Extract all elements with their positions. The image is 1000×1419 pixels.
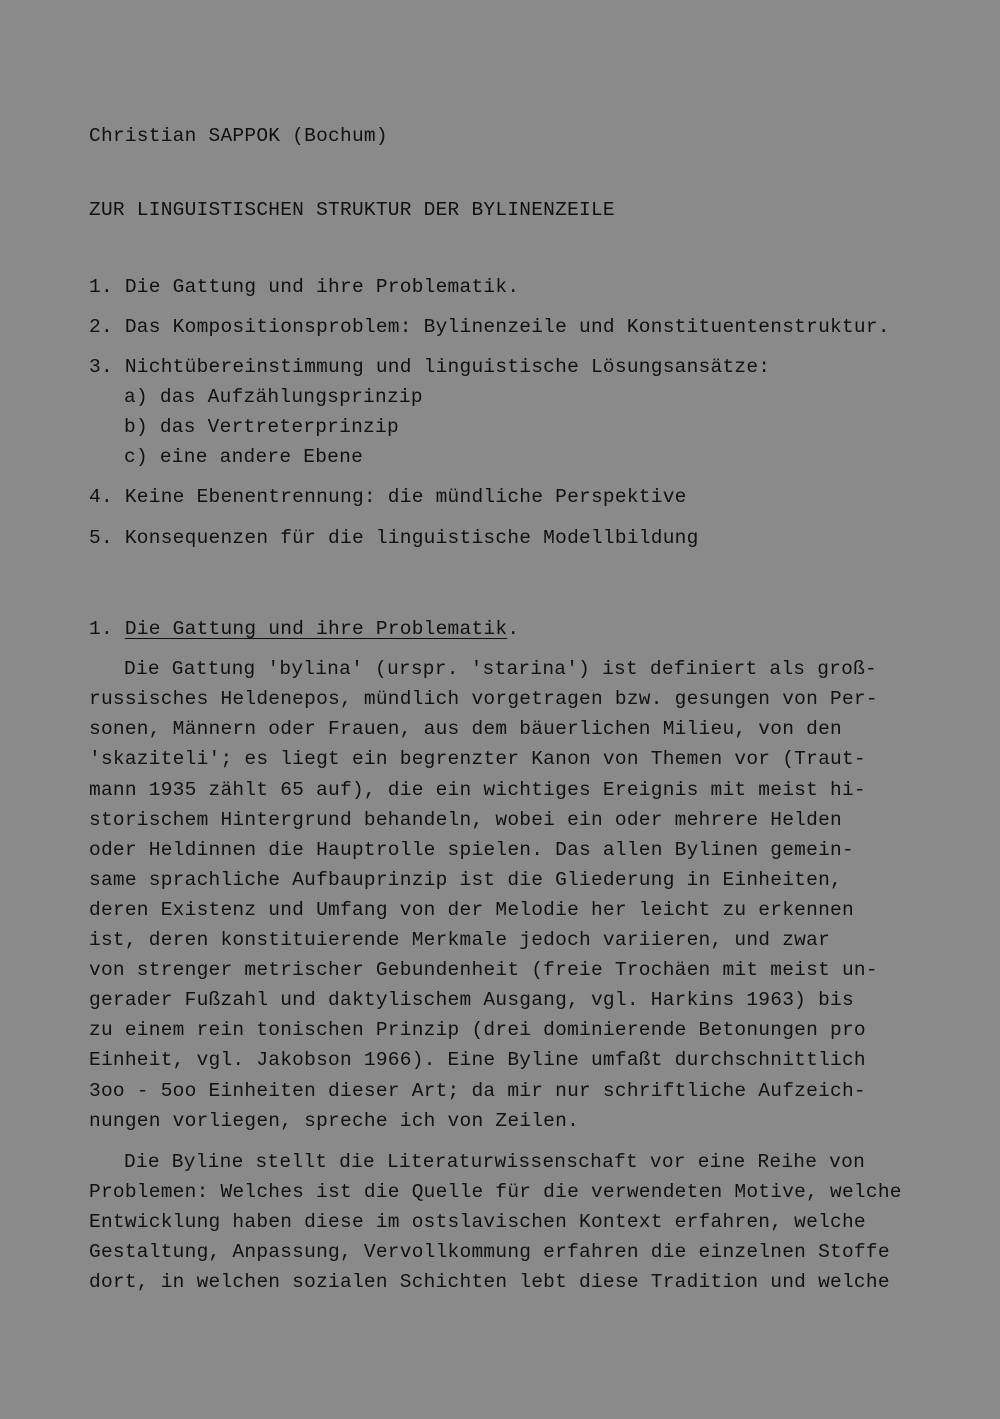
outline-text: Konsequenzen für die linguistische Modellbildung xyxy=(124,527,699,549)
paragraph-line: russisches Heldenepos, mündlich vorgetragen bzw. gesungen von Per- xyxy=(89,688,878,710)
outline-text: Die Gattung und ihre Problematik. xyxy=(124,276,520,298)
document-title: ZUR LINGUISTISCHEN STRUKTUR DER BYLINENZEILE xyxy=(89,199,615,221)
paragraph-line: same sprachliche Aufbauprinzip ist die Gliederung in Einheiten, xyxy=(89,869,842,891)
outline-text: das Aufzählungsprinzip xyxy=(159,386,423,408)
paragraph-line: ist, deren konstituierende Merkmale jedoch variieren, und zwar xyxy=(89,929,831,951)
section-title-period: . xyxy=(507,618,520,640)
outline-subitem-b xyxy=(124,418,399,438)
outline-text: Keine Ebenentrennung: die mündliche Perspektive xyxy=(124,486,687,508)
outline-text: eine andere Ebene xyxy=(159,446,364,468)
paragraph-line: Gestaltung, Anpassung, Vervollkommung erfahren die einzelnen Stoffe xyxy=(89,1241,890,1263)
outline-item-2 xyxy=(89,318,890,338)
paragraph-line: storischem Hintergrund behandeln, wobei ein oder mehrere Helden xyxy=(89,809,842,831)
outline-letter: c) xyxy=(124,446,148,468)
outline-text: Nichtübereinstimmung und linguistische Lösungsansätze: xyxy=(124,356,771,378)
outline-text: Das Kompositionsproblem: Bylinenzeile und Konstituentenstruktur. xyxy=(124,316,890,338)
paragraph-line: Die Byline stellt die Literaturwissenschaft vor eine Reihe von xyxy=(124,1151,866,1173)
outline-item-1 xyxy=(89,278,519,298)
paragraph-line: Problemen: Welches ist die Quelle für die verwendeten Motive, welche xyxy=(89,1181,902,1203)
outline-letter: b) xyxy=(124,416,148,438)
outline-subitem-c xyxy=(124,448,363,468)
paragraph-line: oder Heldinnen die Hauptrolle spielen. Das allen Bylinen gemein- xyxy=(89,839,854,861)
author-line: Christian SAPPOK (Bochum) xyxy=(89,125,388,147)
outline-number: 1. xyxy=(89,276,113,298)
outline-number: 5. xyxy=(89,527,113,549)
paragraph-line: von strenger metrischer Gebundenheit (freie Trochäen mit meist un- xyxy=(89,959,878,981)
outline-letter: a) xyxy=(124,386,148,408)
paragraph-line: sonen, Männern oder Frauen, aus dem bäuerlichen Milieu, von den xyxy=(89,718,842,740)
outline-subitem-a xyxy=(124,388,423,408)
paragraph-line: Entwicklung haben diese im ostslavischen Kontext erfahren, welche xyxy=(89,1211,866,1233)
section-heading xyxy=(89,620,519,640)
paragraph-line: dort, in welchen sozialen Schichten lebt diese Tradition und welche xyxy=(89,1271,890,1293)
paragraph-line: mann 1935 zählt 65 auf), die ein wichtiges Ereignis mit meist hi- xyxy=(89,779,866,801)
paragraph-line: Einheit, vgl. Jakobson 1966). Eine Byline umfaßt durchschnittlich xyxy=(89,1049,866,1071)
outline-number: 3. xyxy=(89,356,113,378)
outline-number: 2. xyxy=(89,316,113,338)
paragraph-line: 'skaziteli'; es liegt ein begrenzter Kanon von Themen vor (Traut- xyxy=(89,748,866,770)
section-title: Die Gattung und ihre Problematik xyxy=(124,618,508,640)
paragraph-line: zu einem rein tonischen Prinzip (drei dominierende Betonungen pro xyxy=(89,1019,866,1041)
outline-item-5 xyxy=(89,529,699,549)
outline-number: 4. xyxy=(89,486,113,508)
paragraph-line: Die Gattung 'bylina' (urspr. 'starina') ist definiert als groß- xyxy=(124,658,877,680)
paragraph-line: deren Existenz und Umfang von der Melodie her leicht zu erkennen xyxy=(89,899,854,921)
outline-item-4 xyxy=(89,488,687,508)
paragraph-line: gerader Fußzahl und daktylischem Ausgang, vgl. Harkins 1963) bis xyxy=(89,989,854,1011)
paragraph-line: 3oo - 5oo Einheiten dieser Art; da mir nur schriftliche Aufzeich- xyxy=(89,1080,866,1102)
outline-item-3 xyxy=(89,358,770,378)
outline-text: das Vertreterprinzip xyxy=(159,416,399,438)
section-number: 1. xyxy=(89,618,113,640)
paragraph-line: nungen vorliegen, spreche ich von Zeilen. xyxy=(89,1110,580,1132)
